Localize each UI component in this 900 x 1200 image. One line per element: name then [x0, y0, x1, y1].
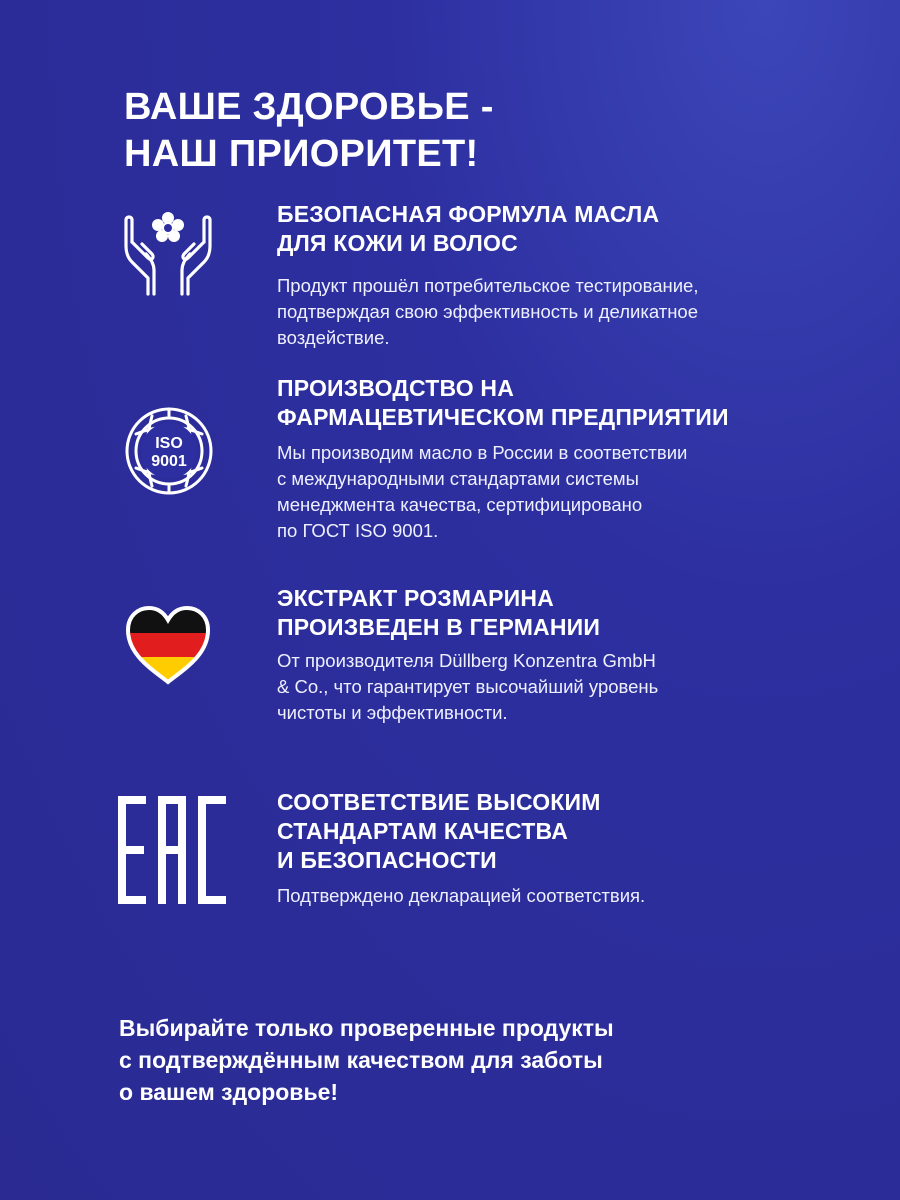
- feature-desc-line: менеджмента качества, сертифицировано: [277, 494, 643, 515]
- feature-text: [277, 788, 837, 909]
- feature-title: [277, 584, 837, 642]
- feature-title-line: И БЕЗОПАСНОСТИ: [277, 847, 497, 873]
- feature-title-line: ЭКСТРАКТ РОЗМАРИНА: [277, 585, 554, 611]
- german-flag-heart-icon: [122, 602, 214, 688]
- page-headline: [124, 84, 494, 178]
- eac-mark-icon: [118, 796, 226, 904]
- feature-description: [277, 648, 837, 726]
- iso-number: 9001: [151, 453, 187, 470]
- footer-line: с подтверждённым качеством для заботы: [119, 1047, 603, 1073]
- feature-title-line: ДЛЯ КОЖИ И ВОЛОС: [277, 230, 518, 256]
- feature-description: [277, 440, 837, 544]
- feature-text: [277, 584, 837, 726]
- feature-title: [277, 374, 837, 432]
- headline-line-2: НАШ ПРИОРИТЕТ!: [124, 133, 479, 175]
- feature-desc-line: Мы производим масло в России в соответствии: [277, 442, 688, 463]
- feature-desc-line: От производителя Düllberg Konzentra GmbH: [277, 650, 656, 671]
- feature-desc-line: Подтверждено декларацией соответствия.: [277, 885, 646, 906]
- feature-title-line: ПРОИЗВОДСТВО НА: [277, 375, 515, 401]
- headline-line-1: ВАШЕ ЗДОРОВЬЕ -: [124, 86, 494, 128]
- footer-line: о вашем здоровье!: [119, 1079, 339, 1105]
- feature-desc-line: воздействие.: [277, 327, 390, 348]
- feature-title: [277, 788, 837, 875]
- feature-text: [277, 200, 837, 351]
- feature-desc-line: по ГОСТ ISO 9001.: [277, 520, 439, 541]
- iso-globe-icon: [122, 404, 216, 498]
- feature-title-line: БЕЗОПАСНАЯ ФОРМУЛА МАСЛА: [277, 201, 660, 227]
- feature-description: [277, 273, 837, 351]
- feature-title: [277, 200, 837, 258]
- footer-line: Выбирайте только проверенные продукты: [119, 1015, 614, 1041]
- feature-description: [277, 883, 837, 909]
- footer-message: [119, 1012, 614, 1108]
- feature-title-line: ФАРМАЦЕВТИЧЕСКОМ ПРЕДПРИЯТИИ: [277, 404, 729, 430]
- feature-desc-line: подтверждая свою эффективность и деликатное: [277, 301, 698, 322]
- feature-desc-line: с международными стандартами системы: [277, 468, 639, 489]
- iso-label: ISO: [155, 435, 183, 452]
- hands-flower-icon: [118, 208, 218, 298]
- feature-title-line: СТАНДАРТАМ КАЧЕСТВА: [277, 818, 569, 844]
- feature-desc-line: Продукт прошёл потребительское тестирование,: [277, 275, 699, 296]
- feature-title-line: ПРОИЗВЕДЕН В ГЕРМАНИИ: [277, 614, 601, 640]
- feature-desc-line: чистоты и эффективности.: [277, 702, 508, 723]
- feature-text: [277, 374, 837, 544]
- feature-desc-line: & Co., что гарантирует высочайший уровень: [277, 676, 659, 697]
- feature-title-line: СООТВЕТСТВИЕ ВЫСОКИМ: [277, 789, 601, 815]
